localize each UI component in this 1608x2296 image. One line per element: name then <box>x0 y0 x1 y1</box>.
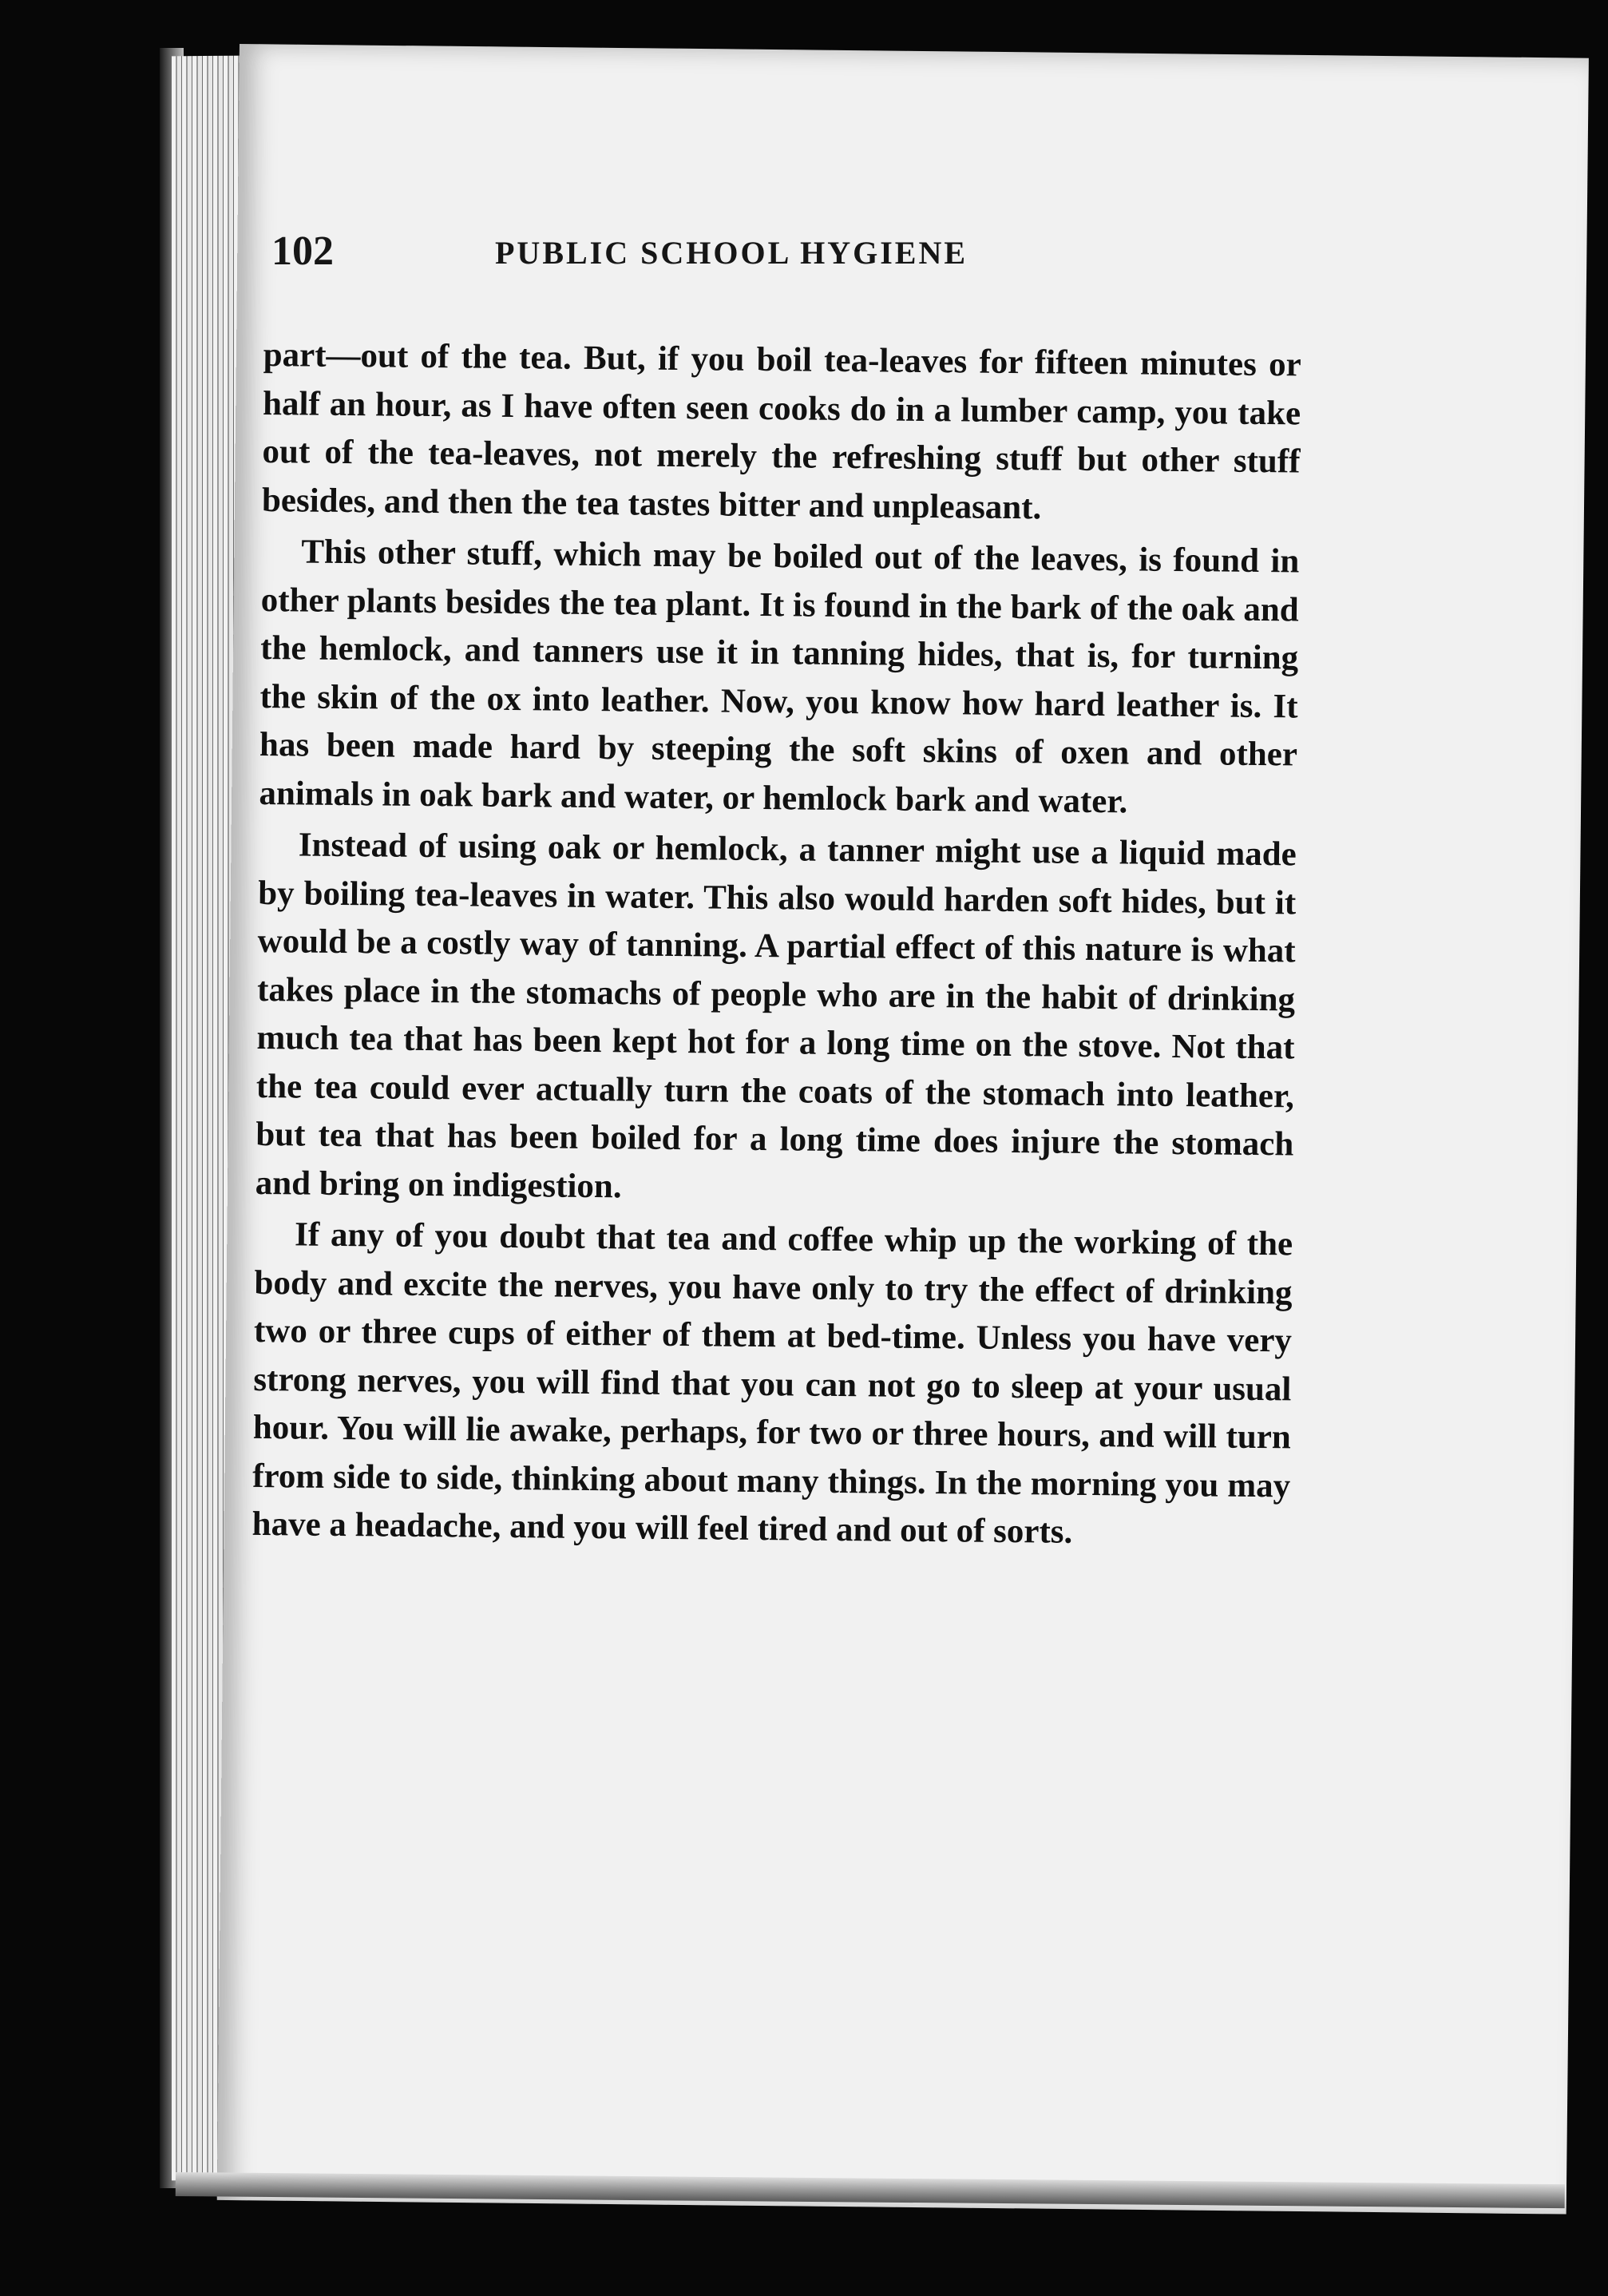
body-text <box>251 331 1301 1562</box>
paragraph-3: Instead of using oak or hemlock, a tanner might use a liquid made by boiling tea-leaves in water. This also would harden soft hides, but it would be a costly way of tanning. A partial effect of this nature is what takes place in the stomachs of people who are in the habit of drinking much tea that has been kept hot for a long time on the stove. Not that the tea could ever actually turn the coats of the stomach into leather, but tea that has been boiled for a long time does injure the stomach and bring on indigestion. <box>255 826 1297 1205</box>
page-number: 102 <box>271 228 334 274</box>
paragraph-2: This other stuff, which may be boiled out of the leaves, is found in other plants besides the tea plant. It is found in the bark of the oak and the hemlock, and tanners use it in tanning hides, that is, for turning the skin of the ox into leather. Now, you know how hard leather is. It has been made hard by steeping the soft skins of oxen and other animals in oak bark and water, or hemlock bark and water. <box>259 533 1300 820</box>
running-title: PUBLIC SCHOOL HYGIENE <box>495 235 968 271</box>
page-header <box>271 228 1301 299</box>
paragraph-4: If any of you doubt that tea and coffee whip up the working of the body and excite the nerves, you have only to try the effect of drinking two or three cups of either of them at bed-time. Unless you have very strong nerves, you will find that you can not go to sleep at your usual hour. You will lie awake, perhaps, for two or three hours, and will turn from side to side, thinking about many things. In the morning you may have a headache, and you will feel tired and out of sorts. <box>251 1215 1293 1551</box>
paragraph-1: part—out of the tea. But, if you boil tea-leaves for fifteen minutes or half an hour, as I have often seen cooks do in a lumber camp, you take out of the tea-leaves, not merely the refreshing stuff but other stuff besides, and then the tea tastes bitter and unpleasant. <box>261 335 1301 526</box>
